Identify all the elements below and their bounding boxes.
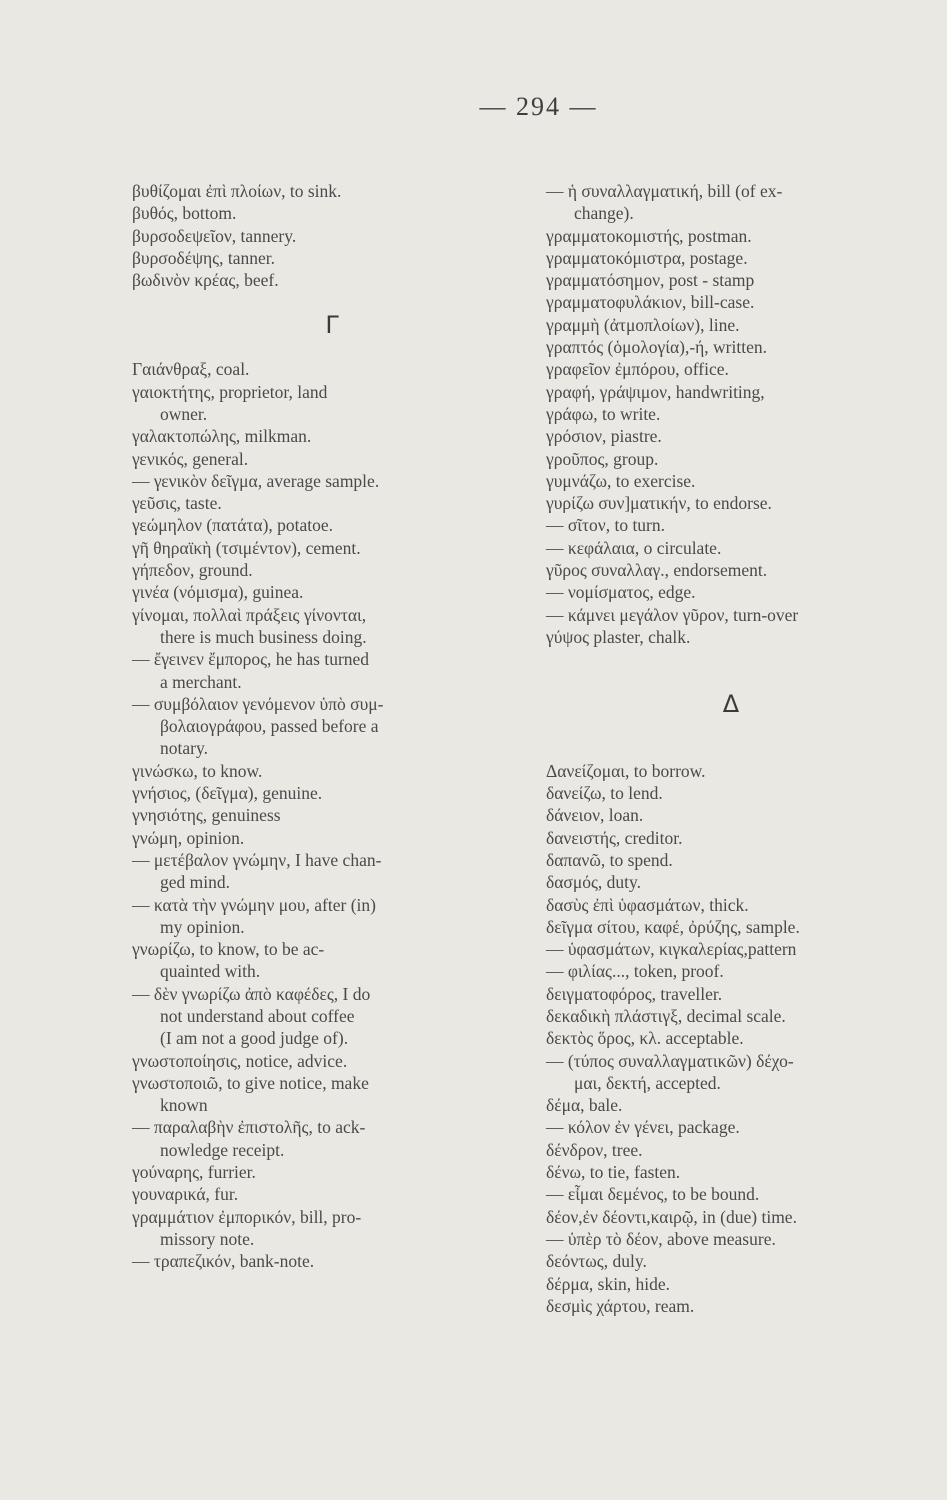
- dictionary-entry: δένω, to tie, fasten.: [546, 1162, 681, 1183]
- dictionary-entry: γεώμηλον (πατάτα), potatoe.: [132, 515, 334, 536]
- entry-continuation: notary.: [160, 738, 208, 759]
- dictionary-entry: Δανείζομαι, to borrow.: [546, 760, 706, 781]
- spacer: [546, 648, 916, 670]
- left-column: [132, 180, 532, 1273]
- dictionary-entry: δέον,ἐν δέοντι,καιρῷ, in (due) time.: [546, 1206, 797, 1227]
- entry-continuation: μαι, δεκτή, accepted.: [574, 1072, 721, 1093]
- page-number: — 294 —: [479, 92, 598, 121]
- dictionary-entry: — γενικὸν δεῖγμα, average sample.: [132, 470, 380, 491]
- spacer: [546, 737, 916, 759]
- dictionary-entry: γνώμη, opinion.: [132, 827, 245, 848]
- entry-continuation: not understand about coffee: [160, 1005, 355, 1026]
- dictionary-entry: γινώσκω, to know.: [132, 760, 263, 781]
- dictionary-entry: — μετέβαλον γνώμην, I have chan-: [132, 849, 382, 870]
- dictionary-entry: — φιλίας..., token, proof.: [546, 961, 724, 982]
- dictionary-entry: δασμός, duty.: [546, 872, 642, 893]
- dictionary-entry: γραμματόσημον, post - stamp: [546, 270, 755, 291]
- dictionary-entry: γνωστοποιῶ, to give notice, make: [132, 1072, 369, 1093]
- dictionary-entry: — ὑπὲρ τὸ δέον, above measure.: [546, 1228, 776, 1249]
- dictionary-entry: δειγματοφόρος, traveller.: [546, 983, 723, 1004]
- dictionary-entry: γενικός, general.: [132, 448, 249, 469]
- dictionary-entry: Γαιάνθραξ, coal.: [132, 359, 250, 380]
- dictionary-entry: βυρσοδέψης, tanner.: [132, 247, 275, 268]
- dictionary-entry: γράφω, to write.: [546, 403, 661, 424]
- dictionary-entry: γαιοκτήτης, proprietor, land: [132, 381, 328, 402]
- dictionary-entry: δανειστής, creditor.: [546, 827, 683, 848]
- dictionary-entry: γραμματοκομιστής, postman.: [546, 225, 752, 246]
- dictionary-entry: γνωστοποίησις, notice, advice.: [132, 1050, 348, 1071]
- dictionary-entry: δασὺς ἐπὶ ὑφασμάτων, thick.: [546, 894, 749, 915]
- right-column: [546, 180, 916, 1317]
- dictionary-entry: βωδινὸν κρέας, beef.: [132, 270, 279, 291]
- dictionary-entry: — εἶμαι δεμένος, to be bound.: [546, 1184, 760, 1205]
- dictionary-entry: δένδρον, tree.: [546, 1139, 643, 1160]
- dictionary-entry: γραμματοκόμιστρα, postage.: [546, 247, 748, 268]
- dictionary-entry: γούναρης, furrier.: [132, 1162, 256, 1183]
- dictionary-entry: — δὲν γνωρίζω ἀπὸ καφέδες, I do: [132, 983, 371, 1004]
- dictionary-entry: — παραλαβὴν ἐπιστολῆς, to ack-: [132, 1117, 366, 1138]
- entry-continuation: quainted with.: [160, 961, 261, 982]
- dictionary-entry: — νομίσματος, edge.: [546, 582, 696, 603]
- dictionary-entry: βυρσοδεψεῖον, tannery.: [132, 225, 297, 246]
- dictionary-entry: γροῦπος, group.: [546, 448, 659, 469]
- entry-continuation: (I am not a good judge of).: [160, 1028, 349, 1049]
- spacer: [132, 336, 532, 358]
- dictionary-entry: γυμνάζω, to exercise.: [546, 470, 696, 491]
- dictionary-entry: γῆ θηραϊκὴ (τσιμέντον), cement.: [132, 537, 361, 558]
- dictionary-entry: — συμβόλαιον γενόμενον ὑπὸ συμ-: [132, 693, 384, 714]
- dictionary-entry: δεῖγμα σίτου, καφέ, ὀρύζης, sample.: [546, 916, 800, 937]
- dictionary-entry: δέμα, bale.: [546, 1095, 623, 1116]
- dictionary-entry: — κάμνει μεγάλον γῦρον, turn-over: [546, 604, 799, 625]
- dictionary-entry: γρόσιον, piastre.: [546, 426, 662, 447]
- dictionary-entry: δάνειον, loan.: [546, 805, 644, 826]
- dictionary-entry: γινέα (νόμισμα), guinea.: [132, 582, 304, 603]
- dictionary-entry: — κατὰ τὴν γνώμην μου, after (in): [132, 894, 376, 915]
- entry-continuation: βολαιογράφου, passed before a: [160, 716, 379, 737]
- dictionary-entry: γραμματοφυλάκιον, bill-case.: [546, 292, 755, 313]
- dictionary-entry: γίνομαι, πολλαὶ πράξεις γίνονται,: [132, 604, 367, 625]
- dictionary-entry: γραπτός (ὁμολογία),-ή, written.: [546, 337, 767, 358]
- dictionary-entry: δανείζω, to lend.: [546, 783, 663, 804]
- entry-continuation: known: [160, 1095, 208, 1116]
- entry-continuation: owner.: [160, 403, 208, 424]
- dictionary-entry: γῦρος συναλλαγ., endorsement.: [546, 560, 768, 581]
- dictionary-entry: — κόλον ἐν γένει, package.: [546, 1117, 740, 1138]
- entry-continuation: there is much business doing.: [160, 626, 367, 647]
- dictionary-entry: γαλακτοπώλης, milkman.: [132, 426, 312, 447]
- dictionary-entry: γνησιότης, genuiness: [132, 805, 281, 826]
- dictionary-entry: γνωρίζω, to know, to be ac-: [132, 939, 325, 960]
- dictionary-entry: — σῖτον, to turn.: [546, 515, 666, 536]
- dictionary-entry: βυθίζομαι ἐπὶ πλοίων, to sink.: [132, 181, 342, 201]
- dictionary-entry: δεόντως, duly.: [546, 1251, 647, 1272]
- dictionary-entry: — κεφάλαια, o circulate.: [546, 537, 722, 558]
- dictionary-entry: δέρμα, skin, hide.: [546, 1273, 671, 1294]
- dictionary-entry: — (τύπος συναλλαγματικῶν) δέχο-: [546, 1050, 794, 1071]
- section-letter: Δ: [722, 689, 740, 718]
- dictionary-entry: — ἔγεινεν ἔμπορος, he has turned: [132, 649, 370, 670]
- dictionary-entry: γυρίζω συν]ματικήν, to endorse.: [546, 493, 772, 514]
- dictionary-entry: γνήσιος, (δεῖγμα), genuine.: [132, 783, 323, 804]
- dictionary-entry: δεκτὸς ὅρος, κλ. acceptable.: [546, 1028, 744, 1049]
- dictionary-entry: γεῦσις, taste.: [132, 493, 222, 514]
- dictionary-entry: γραφεῖον ἐμπόρου, office.: [546, 359, 729, 380]
- dictionary-entry: — ἡ συναλλαγματική, bill (of ex-: [546, 181, 783, 201]
- dictionary-entry: — ὑφασμάτων, κιγκαλερίας,pattern: [546, 939, 797, 960]
- dictionary-entry: γραφή, γράψιμον, handwriting,: [546, 381, 765, 402]
- entry-continuation: nowledge receipt.: [160, 1139, 285, 1160]
- spacer: [546, 715, 916, 737]
- section-letter: Γ: [325, 310, 339, 339]
- entry-continuation: my opinion.: [160, 916, 245, 937]
- dictionary-entry: δαπανῶ, to spend.: [546, 849, 673, 870]
- dictionary-entry: γουναρικά, fur.: [132, 1184, 239, 1205]
- dictionary-entry: γραμμάτιον ἐμπορικόν, bill, pro-: [132, 1206, 362, 1227]
- dictionary-entry: δεσμὶς χάρτου, ream.: [546, 1295, 695, 1316]
- dictionary-entry: γήπεδον, ground.: [132, 560, 253, 581]
- dictionary-entry: δεκαδικὴ πλάστιγξ, decimal scale.: [546, 1005, 786, 1026]
- dictionary-entry: γύψος plaster, chalk.: [546, 626, 691, 647]
- dictionary-entry: γραμμὴ (ἀτμοπλοίων), line.: [546, 314, 740, 335]
- entry-continuation: ged mind.: [160, 872, 230, 893]
- entry-continuation: change).: [574, 203, 634, 224]
- dictionary-entry: βυθός, bottom.: [132, 203, 237, 224]
- entry-continuation: missory note.: [160, 1228, 255, 1249]
- entry-continuation: a merchant.: [160, 671, 242, 692]
- dictionary-entry: — τραπεζικόν, bank-note.: [132, 1251, 315, 1272]
